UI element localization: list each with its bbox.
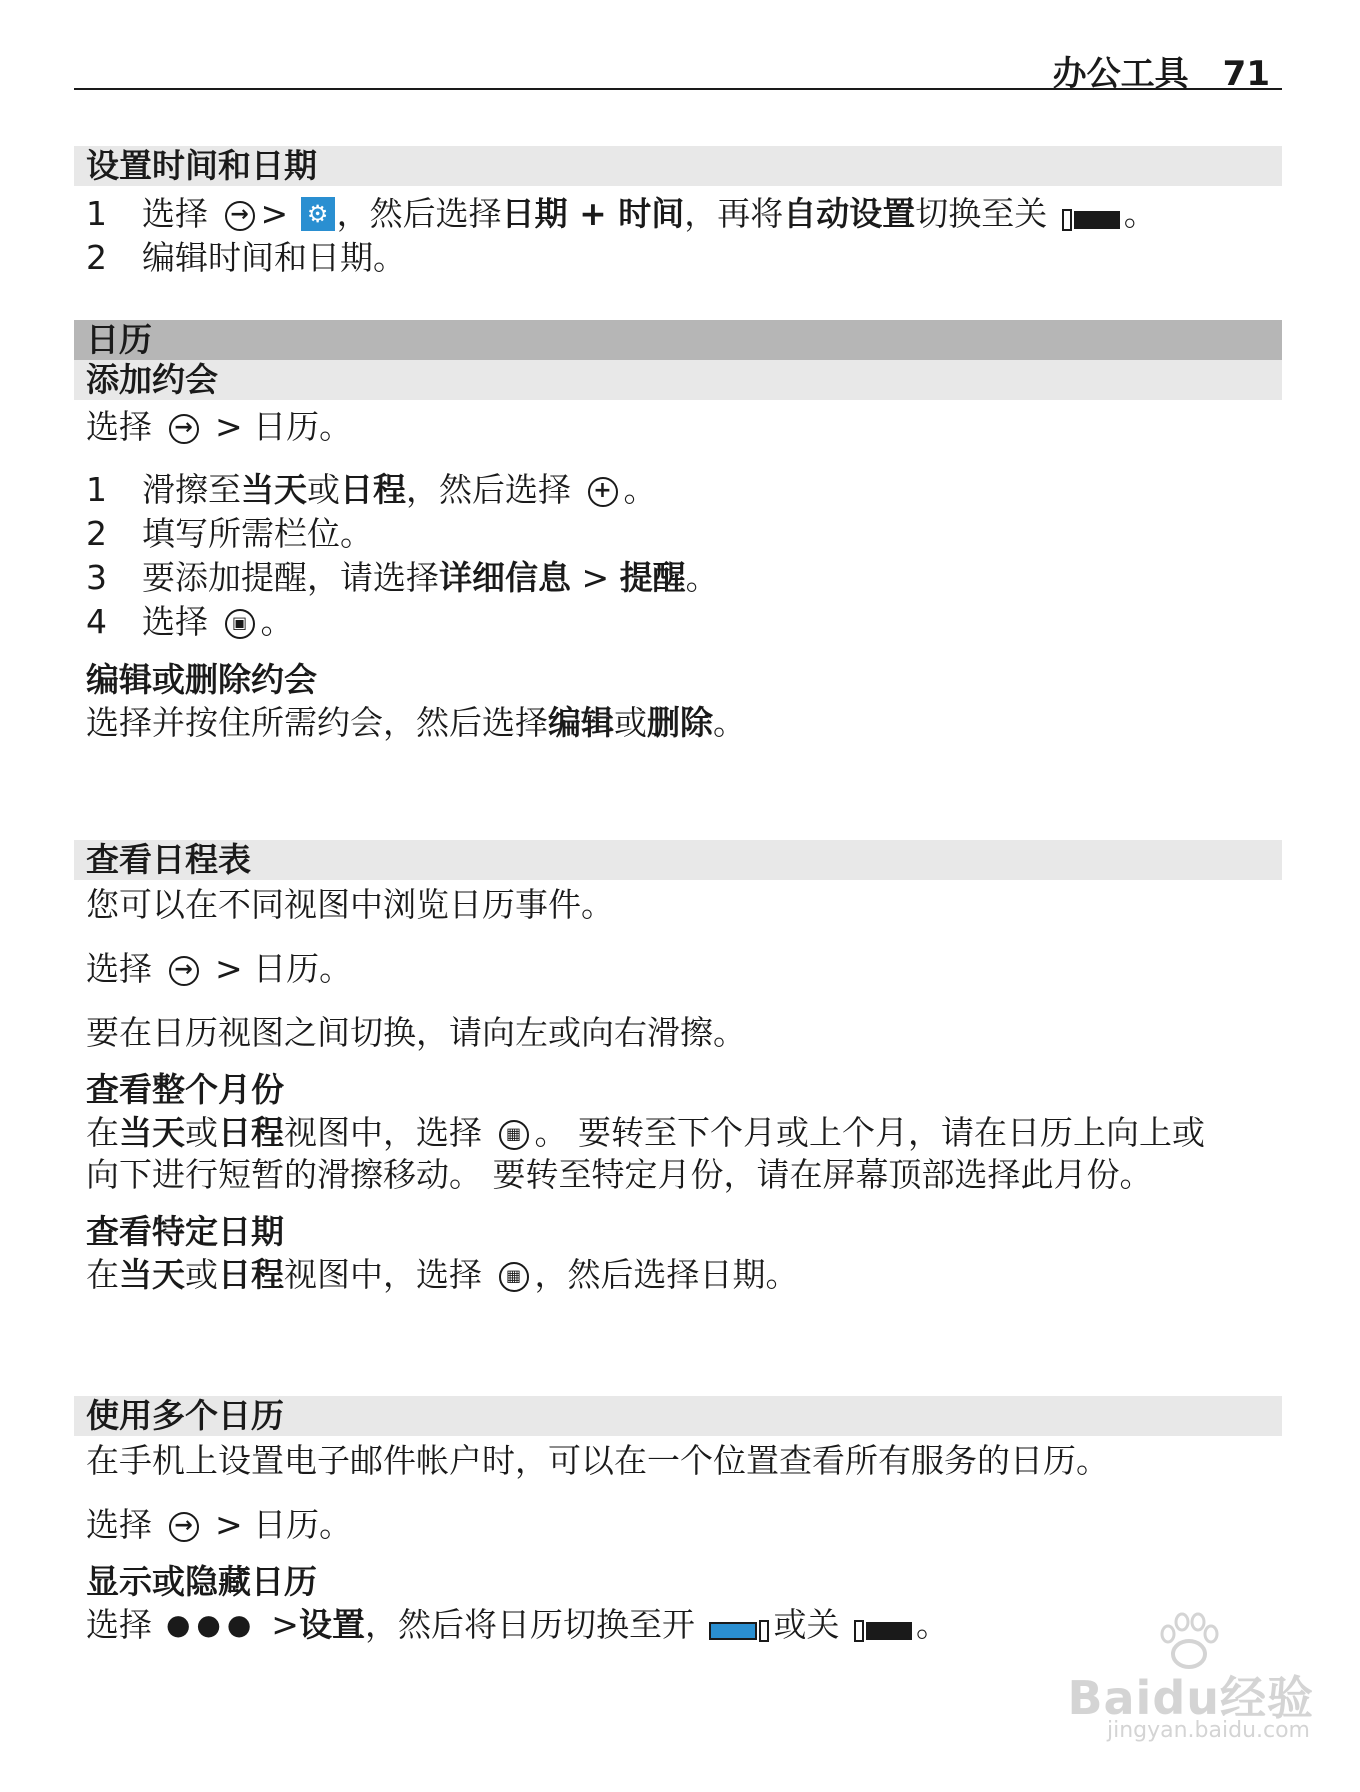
term-delete: 删除 bbox=[647, 703, 713, 742]
view-date-text bbox=[74, 1254, 1282, 1296]
add-step-3 bbox=[74, 556, 1282, 600]
set-time-step-1 bbox=[74, 192, 1282, 236]
arrow-circle-icon: → bbox=[169, 414, 199, 444]
step-text: 选择 bbox=[142, 194, 208, 233]
multi-calendar-section bbox=[74, 1396, 1282, 1646]
term-settings: 设置 bbox=[298, 1605, 365, 1644]
calendar-icon: ▦ bbox=[499, 1262, 529, 1292]
page-number: 71 bbox=[1222, 54, 1270, 94]
text: ，然后选择日期。 bbox=[534, 1255, 799, 1294]
step-text: ，再将 bbox=[684, 194, 784, 233]
step-number: 4 bbox=[86, 602, 107, 641]
calendar-section bbox=[74, 320, 1282, 744]
separator: > bbox=[215, 407, 243, 446]
add-circle-icon: + bbox=[588, 477, 618, 507]
add-step-1 bbox=[74, 468, 1282, 512]
view-p2 bbox=[74, 948, 1282, 990]
header-text bbox=[1053, 46, 1270, 95]
page-header bbox=[74, 44, 1282, 94]
view-p1: 您可以在不同视图中浏览日历事件。 bbox=[86, 885, 614, 924]
add-intro bbox=[74, 406, 1282, 448]
text: 选择 bbox=[86, 1505, 152, 1544]
separator: > bbox=[215, 1505, 243, 1544]
step-number: 1 bbox=[86, 194, 107, 233]
term-today: 当天 bbox=[119, 1113, 185, 1152]
view-month-line-1 bbox=[74, 1112, 1282, 1154]
step-number: 1 bbox=[86, 470, 107, 509]
text: 视图中，选择 bbox=[284, 1255, 482, 1294]
set-time-step-2 bbox=[74, 236, 1282, 280]
text: 或 bbox=[614, 703, 647, 742]
calendar-chapter-title: 日历 bbox=[74, 320, 1282, 360]
text: ，然后选择 bbox=[406, 470, 571, 509]
multi-p2 bbox=[74, 1504, 1282, 1546]
text: 视图中，选择 bbox=[284, 1113, 482, 1152]
settings-gear-icon: ⚙ bbox=[301, 197, 335, 231]
edit-appointment-title: 编辑或删除约会 bbox=[86, 660, 317, 699]
text: 在 bbox=[86, 1113, 119, 1152]
view-schedule-title: 查看日程表 bbox=[74, 840, 1282, 880]
view-schedule-section bbox=[74, 840, 1282, 1296]
step-text: 编辑时间和日期。 bbox=[142, 238, 406, 277]
step-number: 3 bbox=[86, 558, 107, 597]
watermark-main-text: Baidu经验 bbox=[1067, 1671, 1314, 1725]
text: 选择并按住所需约会，然后选择 bbox=[86, 703, 548, 742]
text: 在 bbox=[86, 1255, 119, 1294]
term-agenda: 日程 bbox=[218, 1255, 284, 1294]
separator: > bbox=[271, 1605, 299, 1644]
view-month-title: 查看整个月份 bbox=[86, 1070, 284, 1109]
term-today: 当天 bbox=[119, 1255, 185, 1294]
text: 或 bbox=[185, 1255, 218, 1294]
step-number: 2 bbox=[86, 514, 107, 553]
text: 。 bbox=[915, 1605, 949, 1644]
separator: > bbox=[215, 949, 243, 988]
term-edit: 编辑 bbox=[548, 703, 614, 742]
view-month-line-2: 向下进行短暂的滑擦移动。 要转至特定月份，请在屏幕顶部选择此月份。 bbox=[86, 1155, 1153, 1194]
text: 或 bbox=[307, 470, 340, 509]
more-dots-icon: ●●● bbox=[166, 1608, 258, 1641]
separator: > bbox=[260, 194, 289, 233]
view-date-title: 查看特定日期 bbox=[86, 1212, 284, 1251]
step-text: 。 bbox=[1123, 194, 1157, 233]
text: 滑擦至 bbox=[142, 470, 241, 509]
step-number: 2 bbox=[86, 238, 107, 277]
text: 。 bbox=[713, 703, 746, 742]
text: 选择 bbox=[86, 1605, 152, 1644]
term-reminder: 提醒 bbox=[619, 558, 686, 597]
add-step-2 bbox=[74, 512, 1282, 556]
set-time-title: 设置时间和日期 bbox=[74, 146, 1282, 186]
show-hide-title: 显示或隐藏日历 bbox=[86, 1562, 317, 1601]
add-appointment-title: 添加约会 bbox=[74, 360, 1282, 400]
arrow-circle-icon: → bbox=[169, 1512, 199, 1542]
add-step-4 bbox=[74, 600, 1282, 644]
text: 选择 bbox=[86, 949, 152, 988]
text: ，然后将日历切换至开 bbox=[364, 1605, 695, 1644]
term-auto-set: 自动设置 bbox=[783, 194, 916, 233]
term-agenda: 日程 bbox=[340, 470, 406, 509]
separator: > bbox=[571, 558, 620, 597]
show-hide-text bbox=[74, 1604, 1282, 1646]
text: 。 bbox=[685, 558, 719, 597]
text: 。 bbox=[623, 470, 657, 509]
calendar-icon: ▦ bbox=[499, 1120, 529, 1150]
text: 或关 bbox=[773, 1605, 840, 1644]
text: 选择 bbox=[142, 602, 208, 641]
toggle-off-icon bbox=[854, 1608, 912, 1634]
text: 或 bbox=[185, 1113, 218, 1152]
toggle-off-icon bbox=[1062, 196, 1120, 222]
set-time-section bbox=[74, 146, 1282, 280]
term-details: 详细信息 bbox=[439, 558, 571, 597]
term-agenda: 日程 bbox=[218, 1113, 284, 1152]
view-p3: 要在日历视图之间切换，请向左或向右滑擦。 bbox=[86, 1013, 746, 1052]
arrow-circle-icon: → bbox=[225, 201, 255, 231]
multi-calendar-title: 使用多个日历 bbox=[74, 1396, 1282, 1436]
text: 日历。 bbox=[253, 407, 353, 446]
header-section-title: 办公工具 bbox=[1052, 54, 1189, 94]
arrow-circle-icon: → bbox=[169, 956, 199, 986]
multi-p1: 在手机上设置电子邮件帐户时，可以在一个位置查看所有服务的日历。 bbox=[86, 1441, 1109, 1480]
watermark-url: jingyan.baidu.com bbox=[1106, 1718, 1310, 1743]
term-date-time: 日期 + 时间 bbox=[501, 194, 685, 233]
text: 填写所需栏位。 bbox=[142, 514, 373, 553]
edit-appointment-text bbox=[74, 702, 1282, 744]
text: 日历。 bbox=[253, 949, 353, 988]
step-text: 切换至关 bbox=[915, 194, 1048, 233]
save-icon: ▣ bbox=[225, 609, 255, 639]
term-today: 当天 bbox=[241, 470, 307, 509]
toggle-on-icon bbox=[709, 1608, 769, 1634]
text: 。 bbox=[260, 602, 294, 641]
step-text: ，然后选择 bbox=[336, 194, 502, 233]
text: 日历。 bbox=[253, 1505, 353, 1544]
text: 选择 bbox=[86, 407, 152, 446]
text: 。 要转至下个月或上个月，请在日历上向上或 bbox=[534, 1113, 1205, 1152]
text: 要添加提醒，请选择 bbox=[142, 558, 439, 597]
